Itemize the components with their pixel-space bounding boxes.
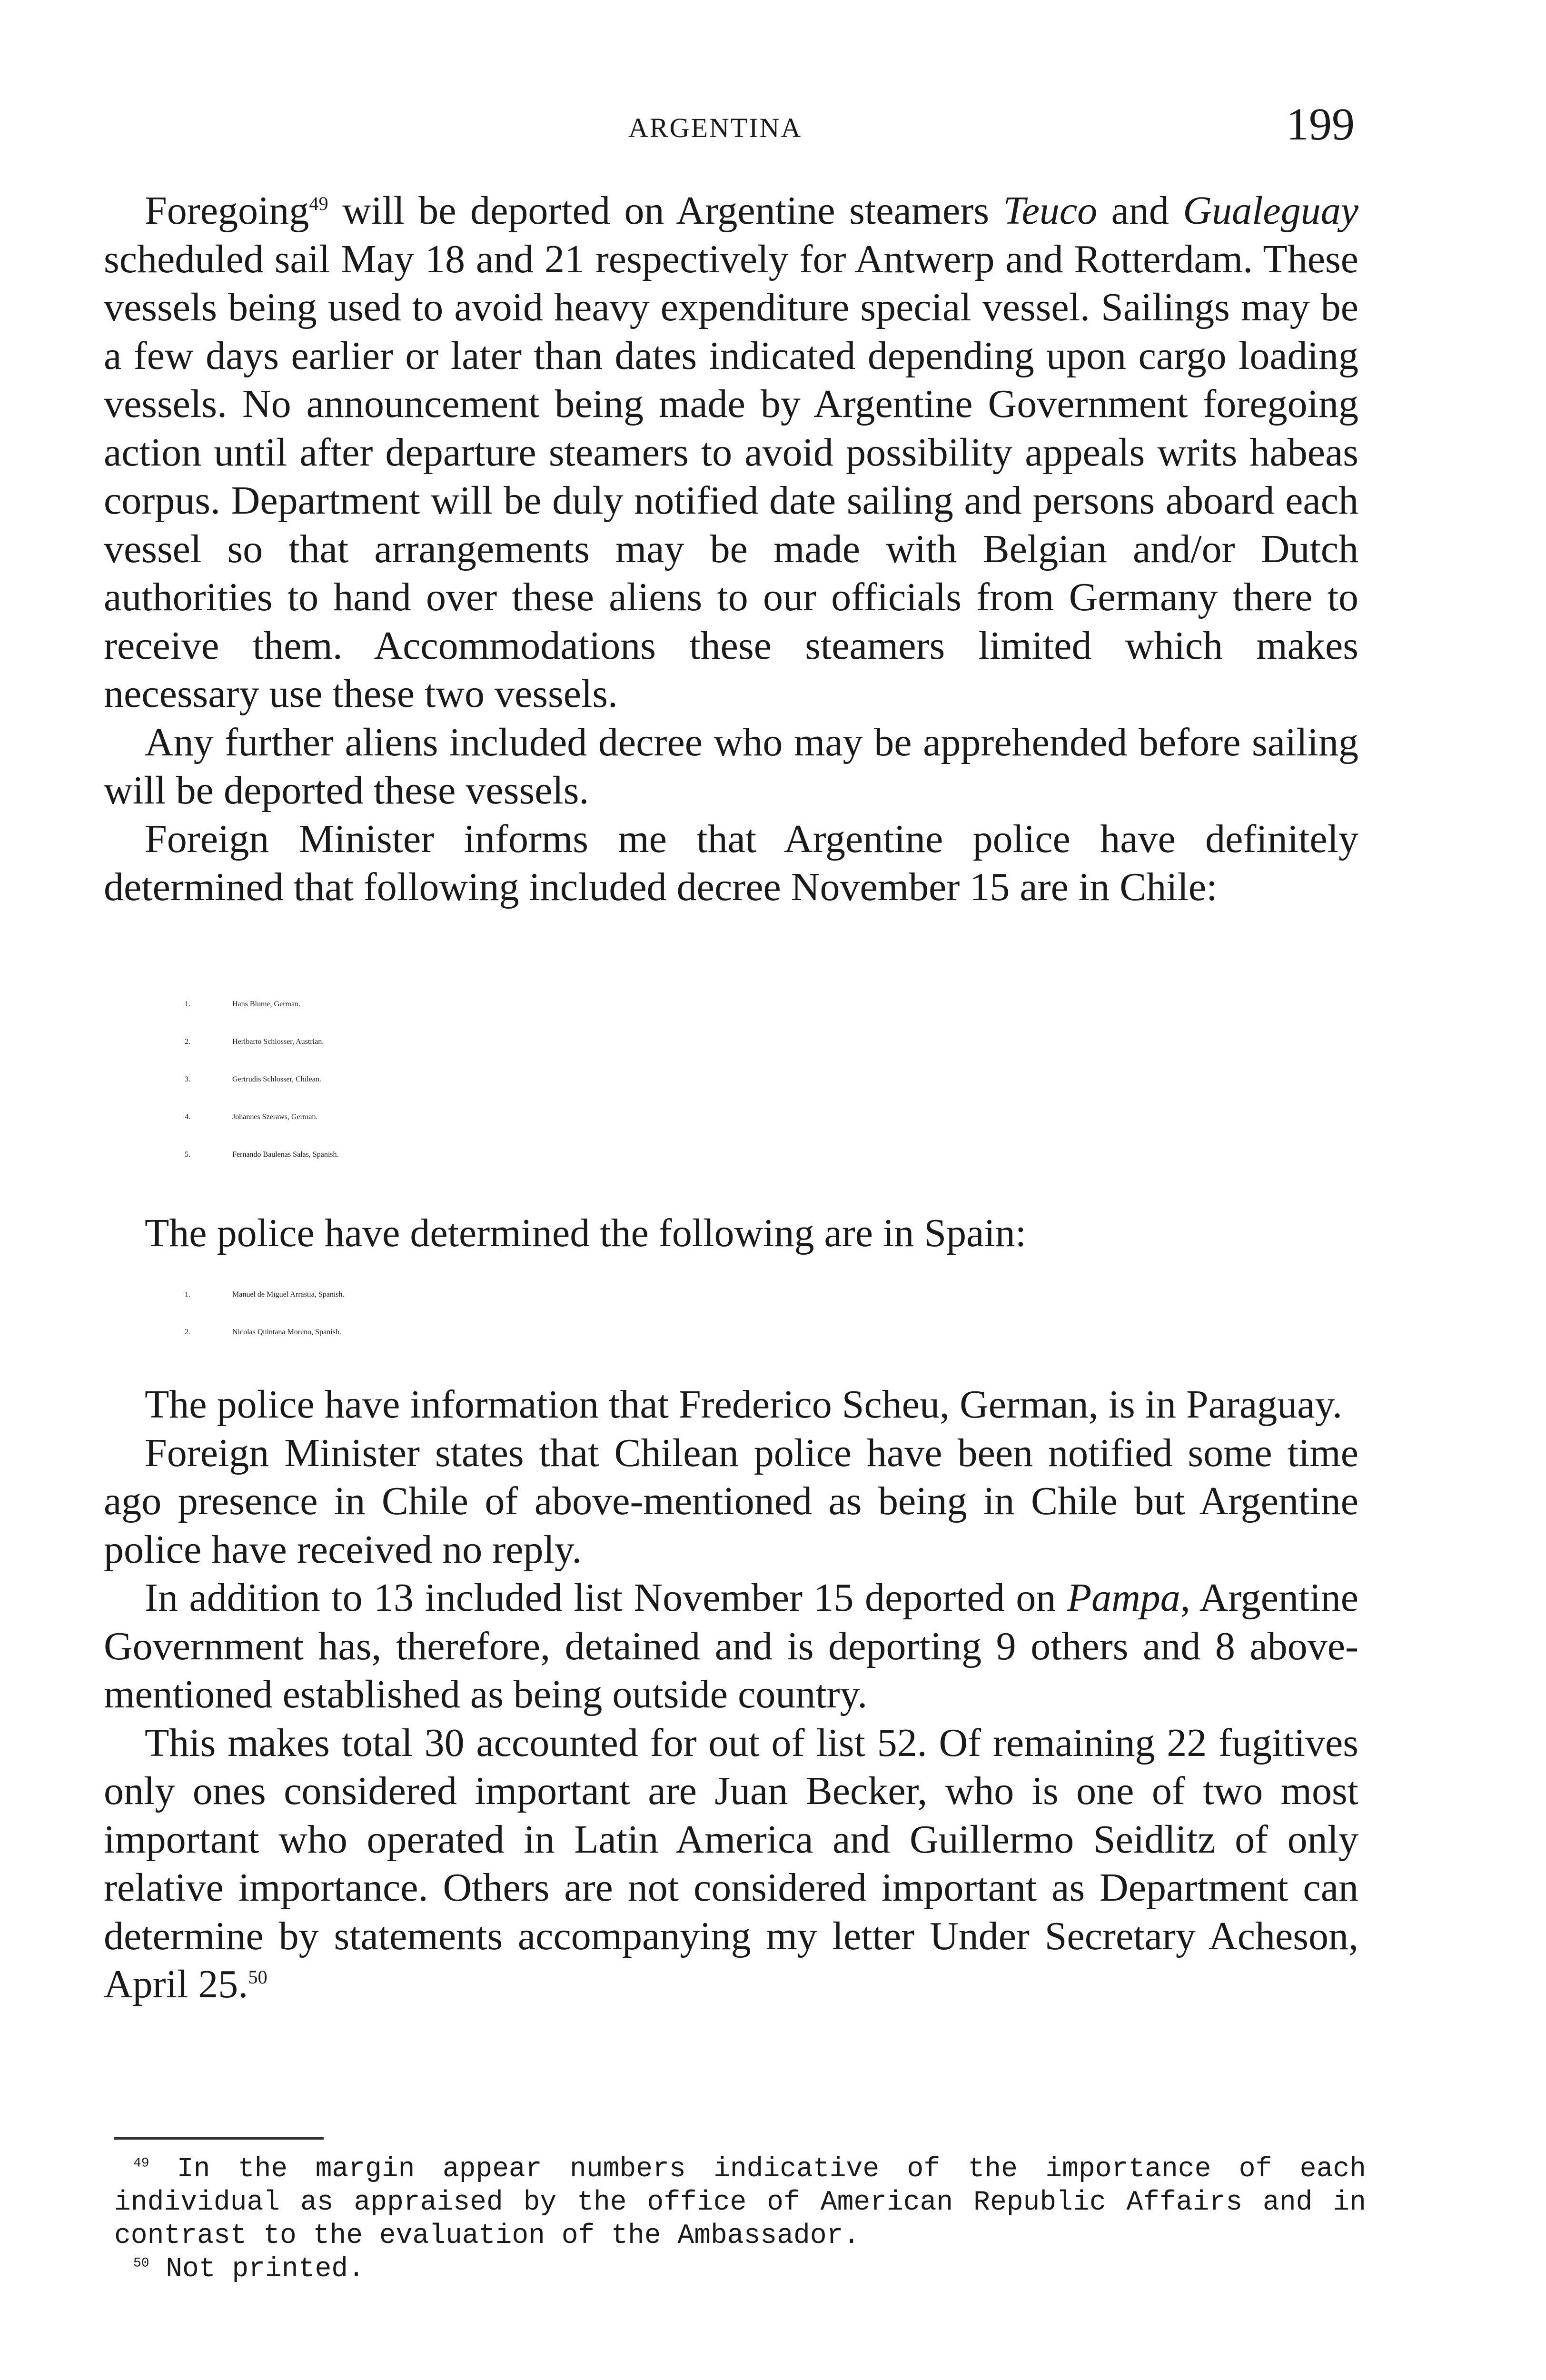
- paragraph-text: Foregoing: [145, 188, 309, 233]
- body-spain-intro: [104, 1209, 1358, 1258]
- footnote-ref: 49: [309, 193, 328, 214]
- paragraph-text: will be deported on Argentine steamers: [328, 188, 1003, 233]
- paragraph-total-accounted: This makes total 30 accounted for out of list 52. Of remaining 22 fugitives only ones considered important are Juan Becker, who is one of two most important who operated in Latin America and Guillermo Seidlitz of only relative importance. Others are not considered important as Department can determine by statements accompanying my letter Under Secretary Acheson, April 25.50: [104, 1720, 1358, 2006]
- ship-name: Pampa: [1067, 1576, 1180, 1620]
- running-head: ARGENTINA: [628, 112, 803, 143]
- paragraph-further-aliens: Any further aliens included decree who may be apprehended before sailing will be deported these vessels.: [104, 720, 1358, 813]
- footnote-rule: [114, 2137, 324, 2140]
- list-in-spain: [104, 1276, 1358, 1351]
- list-item: 3. Gertrudis Schlosser, Chilean.: [185, 1075, 321, 1083]
- list-item: 1. Hans Blume, German.: [185, 1000, 301, 1008]
- list-item: 4. Johannes Szeraws, German.: [185, 1113, 318, 1121]
- footnote-text: Not printed.: [149, 2254, 365, 2285]
- footnote-ref: 50: [248, 1966, 268, 1988]
- list-item: 2. Heribarto Schlosser, Austrian.: [185, 1038, 324, 1046]
- body-upper: [104, 187, 1358, 912]
- footnote-number: 49: [133, 2156, 149, 2171]
- body-lower: [104, 1380, 1358, 2009]
- footnotes: [114, 2137, 1366, 2286]
- list-item: 5. Fernando Baulenas Salas, Spanish.: [185, 1150, 339, 1159]
- paragraph-pampa: In addition to 13 included list November 15 deported on Pampa, Argentine Government has, therefore, detained and is deporting 9 others and 8 above-mentioned established as being outside country.: [104, 1576, 1359, 1716]
- paragraph-text: scheduled sail May 18 and 21 respectively for Antwerp and Rotterdam. These vessels being used to avoid heavy expenditure special vessel. Sailings may be a few days earlier or later than dates indicated depending upon cargo loading vessels. No announcement being made by Argentine Government foregoing action until after departure steamers to avoid possibility appeals writs habeas corpus. Department will be duly notified date sailing and persons aboard each vessel so that arrangements may be made with Belgian and/or Dutch authorities to hand over these aliens to our officials from Germany there to receive them. Accommodations these steamers limited which makes necessary use these two vessels.: [104, 237, 1358, 716]
- footnote: [114, 2153, 1366, 2253]
- list-in-chile: [104, 985, 1358, 1173]
- ship-name: Gualeguay: [1183, 188, 1358, 233]
- paragraph-spain-intro: The police have determined the following are in Spain:: [145, 1211, 1027, 1255]
- footnote: [114, 2253, 1366, 2286]
- ship-name: Teuco: [1003, 188, 1098, 233]
- paragraph-deportation-steamers: [104, 187, 1358, 718]
- paragraph-chilean-police: Foreign Minister states that Chilean police have been notified some time ago presence in Chile of above-mentioned as being in Chile but Argentine police have received no reply.: [104, 1430, 1358, 1572]
- paragraph-text: and: [1097, 188, 1183, 233]
- list-item: 1. Manuel de Miguel Arrastia, Spanish.: [185, 1290, 345, 1299]
- footnote-number: 50: [133, 2256, 149, 2271]
- footnote-text: In the margin appear numbers indicative of the importance of each individual as appraised by the office of American Republic Affairs and in contrast to the evaluation of the Ambassador.: [114, 2154, 1366, 2251]
- page-number: 199: [1286, 99, 1355, 149]
- paragraph-paraguay: The police have information that Frederico Scheu, German, is in Paraguay.: [145, 1382, 1343, 1427]
- paragraph-chile-intro: Foreign Minister informs me that Argentine police have definitely determined that following included decree November 15 are in Chile:: [104, 816, 1358, 909]
- list-item: 2. Nicolas Quintana Moreno, Spanish.: [185, 1328, 341, 1336]
